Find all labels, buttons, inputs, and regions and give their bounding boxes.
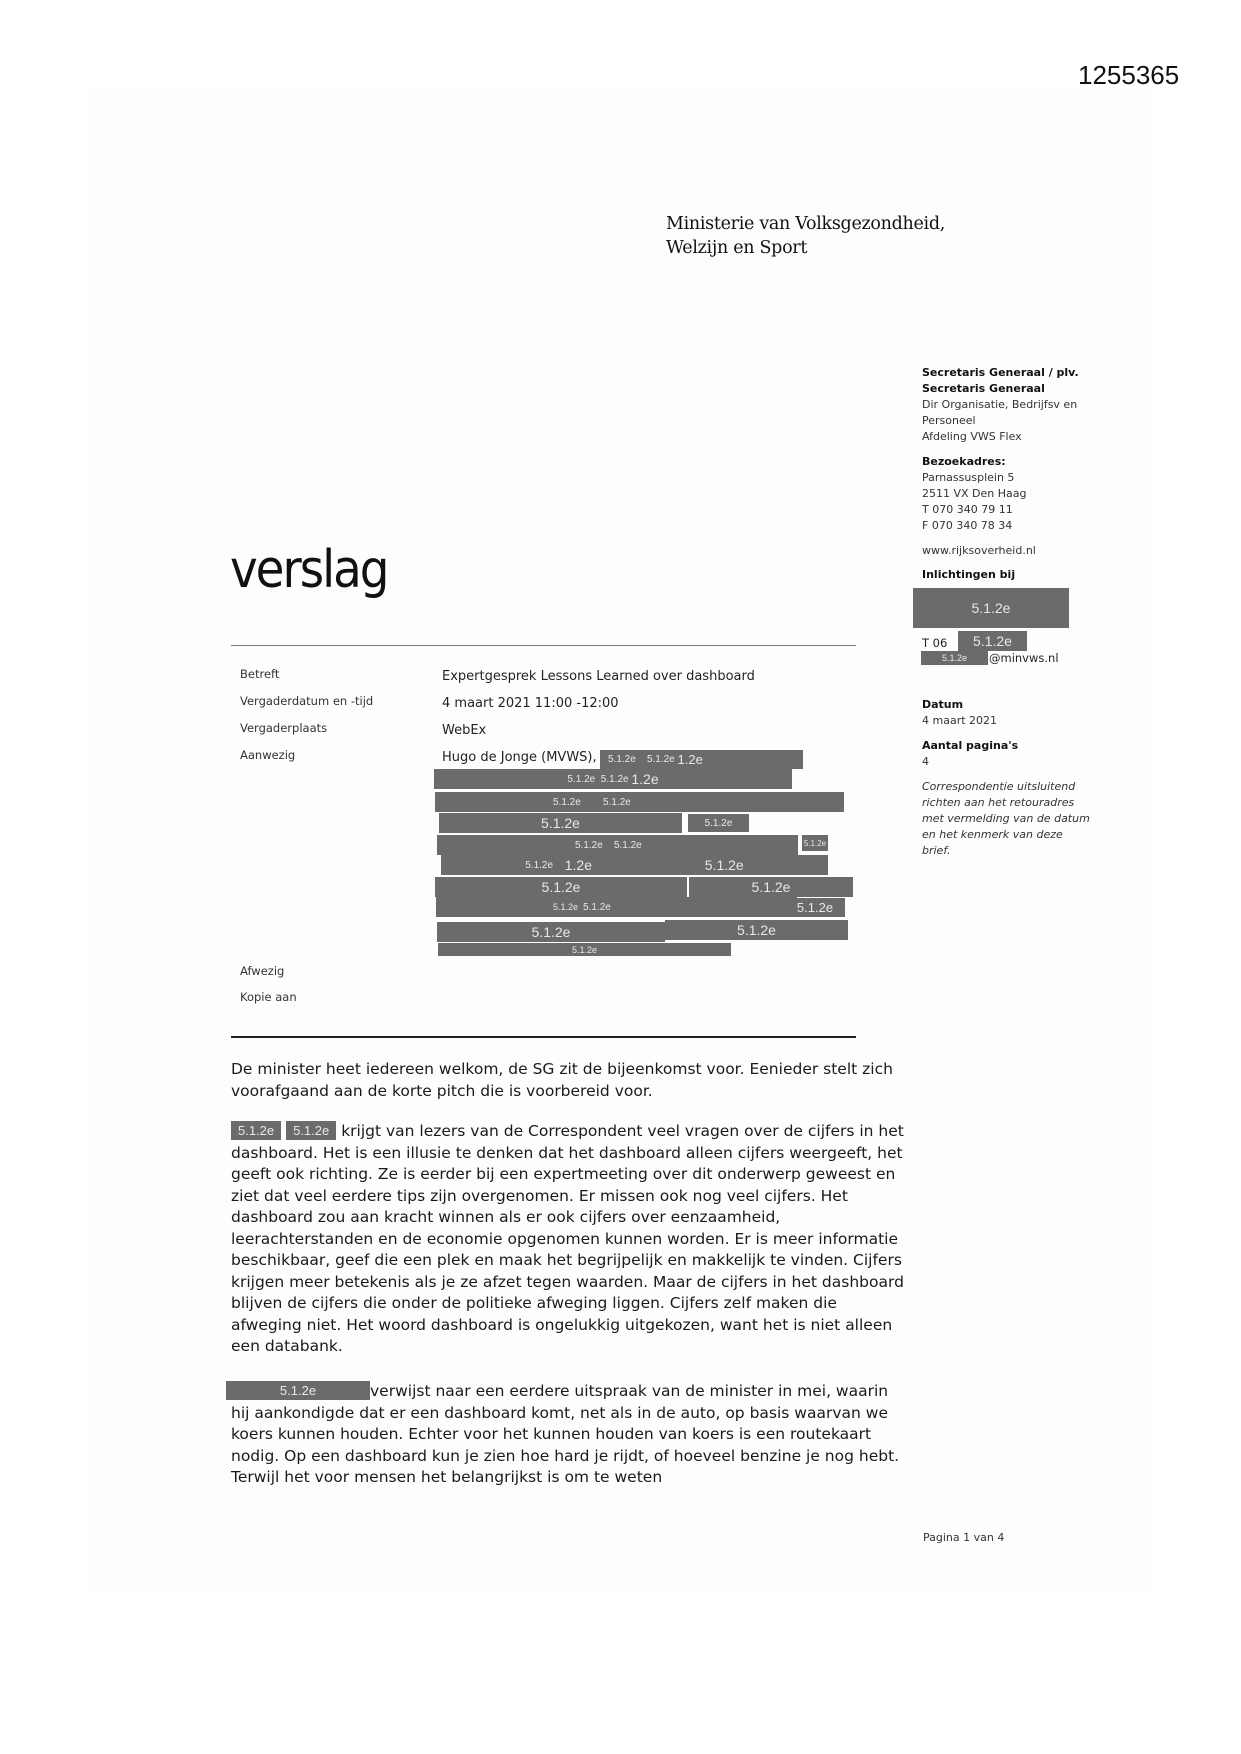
- redaction-info-email: 5.1.2e: [921, 651, 988, 665]
- ministry-line-2: Welzijn en Sport: [666, 238, 808, 258]
- present-value: Hugo de Jonge (MVWS),: [442, 750, 597, 765]
- ministry-logo-text: [666, 212, 945, 260]
- datetime-value: 4 maart 2021 11:00 -12:00: [442, 696, 619, 711]
- absent-label: Afwezig: [240, 964, 285, 978]
- pages-value: 4: [922, 755, 929, 768]
- paragraph-1: De minister heet iedereen welkom, de SG zit de bijeenkomst voor. Eenieder stelt zich voorafgaand aan de korte pitch die is voorbereid voor.: [231, 1060, 893, 1100]
- paragraph-3-text: verwijst naar een eerdere uitspraak van de minister in mei, waarin hij aankondigde dat er een dashboard komt, net als in de auto, op basis waarvan we koers kunnen houden. Echter voor het kunnen houden van koers is een routekaart nodig. Op een dashboard kun je zien hoe hard je rijdt, of hoeveel benzine je nog hebt. Terwijl het voor mensen het belangrijkst is om te weten: [231, 1382, 900, 1486]
- redaction-attendees-4b: 5.1.2e: [688, 814, 749, 832]
- location-value: WebEx: [442, 723, 487, 738]
- phone: T 070 340 79 11: [922, 503, 1013, 516]
- redaction-inline-3: 5.1.2e: [226, 1381, 370, 1400]
- redaction-attendees-1: 5.1.2e 5.1.2e 1.2e: [600, 750, 803, 769]
- location-label: Vergaderplaats: [240, 721, 328, 735]
- city: 2511 VX Den Haag: [922, 487, 1027, 500]
- subject-label: Betreft: [240, 667, 280, 681]
- redaction-inline-2: 5.1.2e: [286, 1121, 336, 1140]
- copy-label: Kopie aan: [240, 990, 297, 1004]
- date-value: 4 maart 2021: [922, 714, 998, 727]
- document-number: 1255365: [1078, 60, 1180, 90]
- website-link[interactable]: www.rijksoverheid.nl: [922, 544, 1036, 557]
- redaction-attendees-10: 5.1.2e: [438, 943, 731, 956]
- fax: F 070 340 78 34: [922, 519, 1013, 532]
- document-title: verslag: [230, 540, 388, 600]
- visit-address-heading: Bezoekadres:: [922, 455, 1006, 468]
- header-divider: [231, 645, 856, 646]
- redaction-info-name: 5.1.2e: [913, 588, 1069, 628]
- sender-sidebar: [922, 365, 1132, 583]
- street: Parnassusplein 5: [922, 471, 1015, 484]
- notice-line-4: en het kenmerk van deze: [922, 828, 1063, 841]
- redaction-attendees-9a: 5.1.2e: [437, 922, 665, 942]
- notice-line-2: richten aan het retouradres: [922, 796, 1075, 809]
- info-phone-prefix: T 06: [922, 636, 948, 650]
- notice-line-1: Correspondentie uitsluitend: [922, 780, 1076, 793]
- notice-line-5: brief.: [922, 844, 951, 857]
- info-email-suffix[interactable]: @minvws.nl: [989, 651, 1059, 665]
- redaction-attendees-2: 5.1.2e 5.1.2e 1.2e: [434, 769, 792, 789]
- present-label: Aanwezig: [240, 748, 296, 762]
- notice-line-3: met vermelding van de datum: [922, 812, 1090, 825]
- sender-line-2: Secretaris Generaal: [922, 382, 1045, 395]
- redaction-attendees-5b: 5.1.2e: [802, 835, 828, 851]
- subject-value: Expertgesprek Lessons Learned over dashboard: [442, 669, 755, 684]
- redaction-attendees-8b: 5.1.2e: [785, 898, 845, 917]
- date-heading: Datum: [922, 698, 964, 711]
- pages-heading: Aantal pagina's: [922, 739, 1019, 752]
- redaction-inline-1: 5.1.2e: [231, 1121, 281, 1140]
- redaction-attendees-4a: 5.1.2e: [439, 813, 682, 833]
- redaction-attendees-7a: 5.1.2e: [435, 877, 687, 897]
- date-block: [922, 697, 1132, 859]
- redaction-attendees-8a: 5.1.2e 5.1.2e: [436, 897, 797, 917]
- paragraph-3: [231, 1381, 911, 1489]
- meta-divider: [231, 1036, 856, 1038]
- redaction-attendees-7b: 5.1.2e: [689, 877, 853, 897]
- redaction-attendees-5a: 5.1.2e 5.1.2e: [437, 835, 798, 855]
- sender-line-1: Secretaris Generaal / plv.: [922, 366, 1079, 379]
- page-indicator: Pagina 1 van 4: [923, 1531, 1005, 1544]
- ministry-line-1: Ministerie van Volksgezondheid,: [666, 214, 946, 234]
- redaction-attendees-9b: 5.1.2e: [665, 920, 848, 940]
- dept-line-1: Dir Organisatie, Bedrijfsv en: [922, 398, 1078, 411]
- redaction-attendees-6: 5.1.2e 1.2e 5.1.2e: [441, 855, 828, 875]
- paragraph-2: [231, 1121, 911, 1358]
- info-heading: Inlichtingen bij: [922, 568, 1016, 581]
- dept-line-3: Afdeling VWS Flex: [922, 430, 1022, 443]
- datetime-label: Vergaderdatum en -tijd: [240, 694, 374, 708]
- redaction-info-phone: 5.1.2e: [958, 631, 1027, 651]
- dept-line-2: Personeel: [922, 414, 976, 427]
- paragraph-2-text: krijgt van lezers van de Correspondent veel vragen over de cijfers in het dashboard. Het is een illusie te denken dat het dashboard alleen cijfers weergeeft, het geeft ook richting. Ze is eerder bij een expertmeeting over dit onderwerp geweest en ziet dat veel eerdere tips zijn overgenomen. Er missen ook nog veel cijfers. Het dashboard zou aan kracht winnen als er ook cijfers over eenzaamheid, leerachterstanden en de economie opgenomen kunnen worden. Er is meer informatie beschikbaar, geef die een plek en maak het begrijpelijk en makkelijk te vinden. Cijfers krijgen meer betekenis als je ze afzet tegen waarden. Maar de cijfers in het dashboard blijven de cijfers die onder de politieke afweging liggen. Cijfers zelf maken die afweging niet. Het woord dashboard is ongelukkig uitgekozen, want het is niet alleen een databank.: [231, 1122, 904, 1355]
- redaction-attendees-3: 5.1.2e 5.1.2e: [435, 792, 844, 812]
